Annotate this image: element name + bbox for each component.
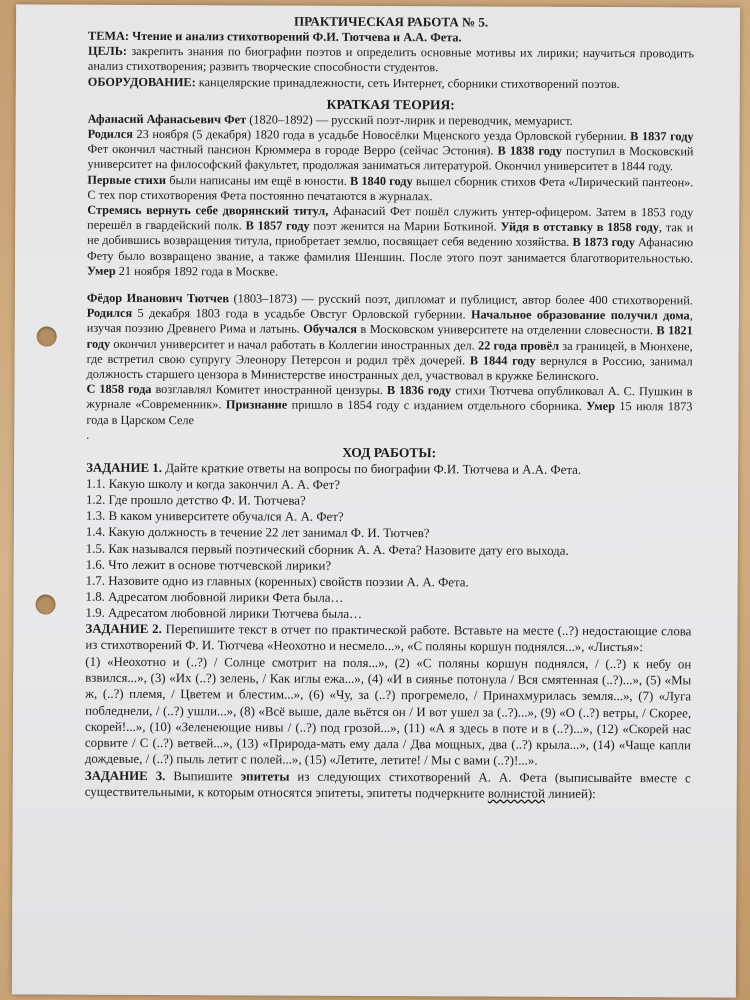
punch-hole — [37, 327, 57, 347]
text-fragment: Афанасию Фету было возвращено звание, а также фамилия Шеншин. После этого поэт занимается благотворительностью. — [87, 235, 694, 266]
text-fragment: за границей, в Мюнхене, где встретил свою супругу Элеонору Петерсон и родил трёх дочерей. — [86, 338, 693, 368]
question-item: 1.1. Какую школу и когда закончил А. А. Фет? — [86, 476, 340, 493]
bold-fragment: Первые стихи — [87, 172, 167, 187]
bold-fragment: Родился — [86, 305, 133, 321]
question-item: 1.9. Адресатом любовной лирики Тютчева была… — [85, 605, 363, 621]
stray-dot: . — [86, 427, 90, 442]
task3-label: ЗАДАНИЕ 3. — [84, 768, 166, 783]
bold-fragment: В 1837 году — [630, 129, 694, 144]
fet-name: Афанасий Афанасьевич Фет — [87, 111, 247, 127]
task3-line — [85, 767, 691, 802]
task2-quotes: (1) «Неохотно и (..?) / Солнце смотрит на поля...», (2) «С поляны коршун поднялся, / (..?) к небу он взвился...», (3) «Их (..?) зелень, / Как иглы ежа...», (4) «И в сиянье потонула / Вся смятенная (..?)...», (5) «Мы ж, (..?) племя, / Цветем и блестим...», (6) «Чу, за (..?) прогремело, / Принахмурилась земля...», (7) «Луга побледнели, / (..?) ушли...», (8) «Всё выше, дале вьётся он / И вот ушел за (..?)...», (9) «О (..?) ветры, / Скорее, скорей!...», (10) «Зеленеющие нивы / (..?) под грозой...», (11) «А я здесь в поте и в (..?)...», (12) «Скорей нас сорвите / С (..?) ветвей...», (13) «Природа-мать ему дала / Два мощных, два (..?) крыла...», (14) «Чаще капли дождевые, / (..?) пыль летит с полей...», (15) «Летите, летите! / Мы с вами (..?)!...». — [84, 654, 692, 769]
bold-fragment: С 1858 года — [86, 382, 152, 397]
text-fragment: (1803–1873) — русский поэт, дипломат и публицист, автор более 400 стихотворений. — [228, 291, 693, 308]
bold-fragment: В 1821 году — [86, 323, 693, 351]
task1-label: ЗАДАНИЕ 1. — [86, 460, 163, 476]
fet-intro-text: (1820–1892) — русский поэт-лирик и переводчик, мемуарист. — [246, 112, 573, 128]
goal-label: ЦЕЛЬ: — [87, 43, 127, 59]
bold-fragment: Обучался — [303, 322, 357, 337]
text-fragment: стихи Тютчева опубликовал А. С. Пушкин в журнале «Современник». — [86, 383, 693, 412]
bold-fragment: В 1838 году — [497, 143, 562, 159]
task2-label: ЗАДАНИЕ 2. — [85, 621, 162, 637]
text-fragment: 5 декабря 1803 года в усадьбе Овстуг Орловской губернии. — [132, 306, 472, 322]
text-fragment: в Московском университете на отделении словесности. — [356, 322, 657, 338]
work-heading: ХОД РАБОТЫ: — [342, 444, 437, 461]
goal-line — [88, 44, 694, 77]
question-item: 1.3. В каком университете обучался А. А. Фет? — [85, 509, 344, 525]
topic-text: Чтение и анализ стихотворений Ф.И. Тютчева и А.А. Фета. — [128, 28, 462, 45]
text-fragment: окончил университет и начал работать в Коллегии иностранных дел. — [110, 336, 479, 353]
text-fragment: , так и не добившись возвращения титула, приобретает землю, посвящает себя ведению хозяйства. — [87, 220, 694, 250]
bold-fragment: В 1857 году — [245, 218, 310, 233]
worksheet-page — [12, 4, 740, 997]
text-fragment: Афанасий Фет пошёл служить унтер-офицером. Затем в 1853 году перешёл в гвардейский полк. — [87, 203, 694, 233]
text-fragment: , изучая поэзию Древнего Рима и латынь. — [86, 308, 693, 337]
topic-label: ТЕМА: — [87, 28, 130, 43]
text-fragment: поэт женится на Марии Боткиной. — [309, 218, 501, 234]
bold-fragment: Умер — [586, 399, 615, 414]
tyutchev-paragraph-2 — [86, 382, 692, 430]
equipment-text: канцелярские принадлежности, сеть Интернет, сборники стихотворений поэтов. — [195, 74, 620, 91]
text-fragment: пришло в 1854 году с изданием отдельного сборника. — [287, 398, 587, 414]
question-item: 1.7. Назовите одно из главных (коренных) свойств поэзии А. А. Фета. — [85, 573, 469, 590]
bold-fragment: эпитеты — [240, 769, 290, 784]
question-item: 1.6. Что лежит в основе тютчевской лирики? — [85, 557, 332, 573]
fet-paragraph-2 — [87, 172, 693, 205]
bold-fragment: Начальное образование получил дома — [470, 307, 690, 323]
page-content — [85, 13, 694, 803]
text-fragment: вернулся в Россию, занимал должность старшего цензора в Министерстве иностранных дел, участвовал в кружке Белинского. — [86, 353, 693, 384]
bold-fragment: В 1873 году — [572, 235, 635, 250]
question-item: 1.8. Адресатом любовной лирики Фета была… — [85, 589, 344, 605]
fet-paragraph-3 — [87, 203, 693, 282]
text-fragment: Выпишите — [165, 768, 241, 784]
text-fragment: из следующих стихотворений А. А. Фета (выписывайте вместе с существительными, к которым относятся эпитеты, эпитеты подчеркните — [84, 769, 691, 801]
task2-line — [85, 621, 691, 656]
task1-text: Дайте краткие ответы на вопросы по биографии Ф.И. Тютчева и А.А. Фета. — [161, 461, 582, 477]
punch-hole — [36, 595, 56, 615]
text-fragment: Фет окончил частный пансион Крюммера в городе Верро (сейчас Эстония). — [87, 141, 498, 158]
text-fragment: возглавлял Комитет иностранной цензуры. — [151, 382, 387, 398]
bold-fragment: В 1836 году — [386, 383, 452, 398]
bold-fragment: Умер — [86, 263, 116, 278]
question-item: 1.2. Где прошло детство Ф. И. Тютчева? — [85, 493, 306, 508]
question-item: 1.5. Как назывался первый поэтический сборник А. А. Фета? Назовите дату его выхода. — [85, 541, 569, 558]
goal-text: закрепить знания по биографии поэтов и определить основные мотивы их лирики; научиться проводить анализ стихотворения; развить творческие способности студентов. — [87, 44, 694, 75]
equipment-line — [88, 74, 694, 92]
text-fragment: 21 ноября 1892 года в Москве. — [115, 263, 279, 279]
text-fragment: 23 ноября (5 декабря) 1820 года в усадьбе Новосёлки Мценского уезда Орловской губернии. — [132, 126, 631, 144]
task2-text: Перепишите текст в отчет по практической работе. Вставьте на месте (..?) недостающие слова из стихотворений Ф. И. Тютчева «Неохотно и несмело...», «С поляны коршун поднялся...», «Листья»: — [85, 622, 692, 655]
bold-fragment: В 1840 году — [349, 173, 413, 188]
text-fragment: поступил в Московский университет на философский факультет, продолжая заниматься литературой. Окончил университет в 1844 году. — [87, 144, 694, 174]
text-fragment: вышел сборник стихов Фета «Лирический пантеон». С тех пор стихотворения Фета постоянно печатаются в журналах. — [87, 173, 694, 204]
tyutchev-name: Фёдор Иванович Тютчев — [86, 290, 230, 306]
tyutchev-paragraph-1 — [87, 291, 693, 385]
bold-fragment: В 1844 году — [469, 353, 536, 368]
bold-fragment: Родился — [87, 126, 133, 141]
text-fragment: 15 июля 1873 года в Царском Селе — [86, 399, 693, 427]
page-title: ПРАКТИЧЕСКАЯ РАБОТА № 5. — [294, 13, 489, 30]
bold-fragment: Уйдя в отставку в 1858 году — [500, 219, 660, 235]
bold-fragment: Признание — [225, 397, 288, 413]
equipment-label: ОБОРУДОВАНИЕ: — [87, 74, 196, 89]
question-list — [85, 476, 692, 623]
theory-heading: КРАТКАЯ ТЕОРИЯ: — [326, 96, 455, 113]
wavy-underline-word: волнистой — [487, 786, 545, 801]
text-fragment: были написаны им ещё в юности. — [165, 172, 351, 188]
fet-paragraph-1 — [87, 127, 693, 175]
bold-fragment: 22 года провёл — [477, 338, 560, 353]
question-item: 1.4. Какую должность в течение 22 лет занимал Ф. И. Тютчев? — [85, 525, 430, 541]
text-fragment: линией): — [544, 786, 596, 801]
bold-fragment: Стремясь вернуть себе дворянский титул, — [87, 202, 329, 218]
